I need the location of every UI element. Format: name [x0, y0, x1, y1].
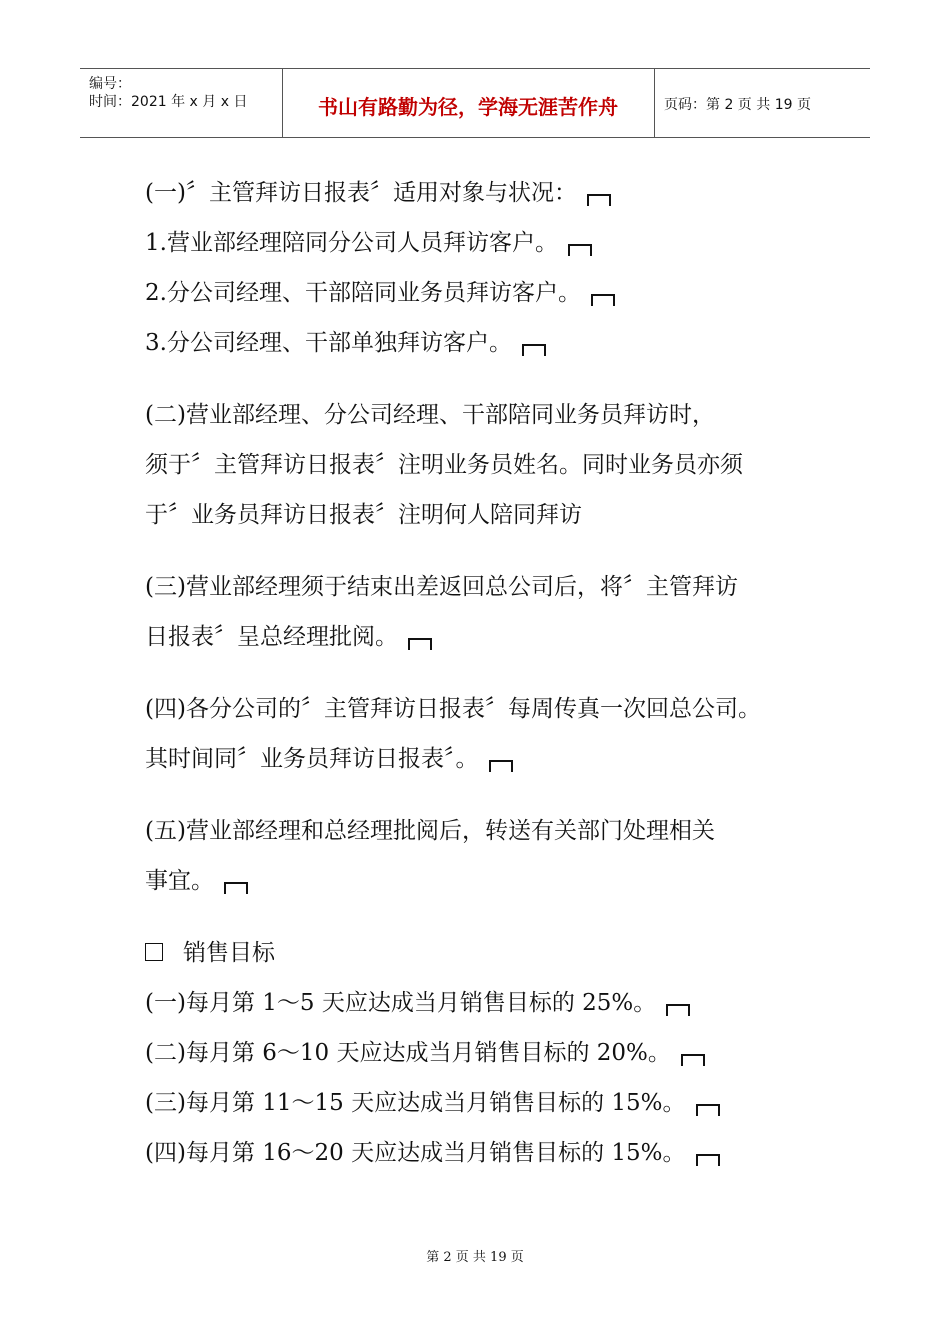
return-mark-icon — [224, 882, 248, 894]
return-mark-icon — [591, 294, 615, 306]
return-mark-icon — [408, 638, 432, 650]
return-mark-icon — [489, 760, 513, 772]
return-mark-icon — [666, 1004, 690, 1016]
paragraph-text: 其时间同〞业务员拜访日报表〞。 — [145, 746, 479, 772]
page-footer: 第 2 页 共 19 页 — [426, 1250, 524, 1265]
paragraph-text: 日报表〞呈总经理批阅。 — [145, 624, 398, 650]
paragraph-text: (五)营业部经理和总经理批阅后，转送有关部门处理相关 — [145, 818, 715, 844]
list-item — [145, 1078, 825, 1128]
header-motto: 书山有路勤为径，学海无涯苦作舟 — [318, 95, 618, 119]
paragraph-text: 于〞业务员拜访日报表〞注明何人陪同拜访 — [145, 502, 582, 528]
list-item-text: 2.分公司经理、干部陪同业务员拜访客户。 — [145, 280, 581, 306]
paragraph-line — [145, 168, 825, 218]
paragraph-line — [145, 856, 825, 906]
paragraph-line — [145, 562, 825, 612]
return-mark-icon — [522, 344, 546, 356]
list-item-text: (二)每月第 6～10 天应达成当月销售目标的 20%。 — [145, 1040, 671, 1066]
return-mark-icon — [568, 244, 592, 256]
paragraph-text: (一)〞主管拜访日报表〞适用对象与状况： — [145, 180, 577, 206]
return-mark-icon — [681, 1054, 705, 1066]
paragraph-text: 事宜。 — [145, 868, 214, 894]
list-item — [145, 1028, 825, 1078]
time-label: 时间：2021 年 x 月 x 日 — [89, 94, 248, 110]
paragraph-line — [145, 684, 825, 734]
paragraph-line — [145, 440, 825, 490]
list-item — [145, 1128, 825, 1178]
paragraph-line — [145, 612, 825, 662]
return-mark-icon — [696, 1154, 720, 1166]
return-mark-icon — [696, 1104, 720, 1116]
paragraph-line — [145, 390, 825, 440]
number-label: 编号： — [89, 76, 131, 92]
paragraph-line — [145, 490, 825, 540]
list-item-text: 3.分公司经理、干部单独拜访客户。 — [145, 330, 512, 356]
list-item-text: 1.营业部经理陪同分公司人员拜访客户。 — [145, 230, 558, 256]
paragraph-text: (三)营业部经理须于结束出差返回总公司后，将〞主管拜访 — [145, 574, 738, 600]
header-motto-cell — [282, 69, 655, 137]
return-mark-icon — [587, 194, 611, 206]
section-heading — [145, 928, 825, 978]
paragraph-line — [145, 734, 825, 784]
section-title: 销售目标 — [183, 940, 275, 966]
document-header — [80, 68, 870, 138]
paragraph-text: (四)各分公司的〞主管拜访日报表〞每周传真一次回总公司。 — [145, 696, 761, 722]
header-left-cell — [80, 69, 283, 137]
list-item-text: (三)每月第 11～15 天应达成当月销售目标的 15%。 — [145, 1090, 686, 1116]
paragraph-text: (二)营业部经理、分公司经理、干部陪同业务员拜访时， — [145, 402, 715, 428]
list-item — [145, 978, 825, 1028]
paragraph-line — [145, 806, 825, 856]
list-item — [145, 318, 825, 368]
list-item-text: (一)每月第 1～5 天应达成当月销售目标的 25%。 — [145, 990, 657, 1016]
header-page-info: 页码：第 2 页 共 19 页 — [664, 97, 811, 113]
list-item — [145, 218, 825, 268]
list-item — [145, 268, 825, 318]
checkbox-icon — [145, 943, 163, 961]
list-item-text: (四)每月第 16～20 天应达成当月销售目标的 15%。 — [145, 1140, 686, 1166]
header-right-cell — [654, 69, 870, 137]
document-body — [145, 168, 825, 1178]
paragraph-text: 须于〞主管拜访日报表〞注明业务员姓名。同时业务员亦须 — [145, 452, 743, 478]
